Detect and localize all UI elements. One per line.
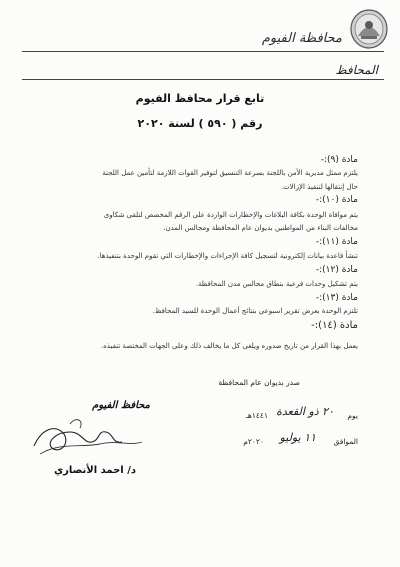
article-line: مخالفات البناء من المواطنين بديوان عام المحافظة ومجالس المدن. bbox=[163, 224, 358, 232]
article-heading: مادة (١٠):- bbox=[315, 195, 358, 205]
date-greg-label: الموافق bbox=[333, 437, 358, 446]
signature-block bbox=[30, 400, 150, 480]
date-hijri-label: يوم bbox=[347, 411, 358, 420]
handwritten-signature-icon bbox=[30, 402, 150, 462]
date-hijri-year: ١٤٤١هـ bbox=[245, 411, 268, 420]
issued-at: صدر بديوان عام المحافظة bbox=[218, 378, 300, 387]
signatory-name: د/ احمد الأنصاري bbox=[53, 465, 136, 476]
article-line: يتم موافاة الوحدة بكافة البلاغات والإخطارات الواردة على الرقم المخصص لتلقى شكاوى bbox=[103, 211, 358, 219]
article-line: يلتزم ممثل مديرية الأمن باللجنة بسرعة التنسيق لتوفير القوات اللازمة لتأمين عمل اللجنة bbox=[102, 169, 358, 177]
article-line: يتم تشكيل وحدات فرعية بنطاق مجالس مدن المحافظة. bbox=[195, 280, 358, 288]
signatory-title: محافظ الفيوم bbox=[92, 400, 150, 411]
date-greg-year: ٢٠٢٠م bbox=[243, 437, 264, 446]
article-heading: مادة (١٣):- bbox=[315, 293, 358, 303]
article-heading: مادة (١٢):- bbox=[315, 265, 358, 275]
article-heading: مادة (٩):- bbox=[320, 155, 358, 165]
decision-title: تابع قرار محافظ الفيوم bbox=[135, 92, 265, 105]
article-heading: مادة (١٤):- bbox=[311, 320, 358, 331]
date-greg-value: ١١ يوليو bbox=[279, 431, 316, 444]
header-divider-top bbox=[22, 51, 384, 52]
decision-number: رقم ( ٥٩٠ ) لسنة ٢٠٢٠ bbox=[137, 117, 263, 130]
governorate-seal-icon bbox=[349, 8, 389, 50]
governorate-name: محافظة الفيوم bbox=[261, 31, 342, 46]
article-line: حال إنتقالها لتنفيذ الإزالات. bbox=[280, 183, 358, 191]
office-title: المحافظ bbox=[335, 63, 378, 77]
article-line: تنشأ قاعدة بيانات إلكترونية لتسجيل كافة الإجراءات والإخطارات التي تقوم الوحدة بتنفيذها. bbox=[97, 252, 358, 260]
article-line: يعمل بهذا القرار من تاريخ صدوره ويلغى كل ما يخالف ذلك وعلى الجهات المختصة تنفيذه. bbox=[100, 342, 358, 350]
date-hijri-value: ٢٠ ذو القعدة bbox=[276, 405, 334, 418]
article-heading: مادة (١١):- bbox=[315, 237, 358, 247]
header-divider-bottom bbox=[22, 79, 384, 80]
article-line: تلتزم الوحدة بعرض تقرير اسبوعي بنتائج أعمال الوحدة للسيد المحافظ. bbox=[152, 307, 358, 315]
